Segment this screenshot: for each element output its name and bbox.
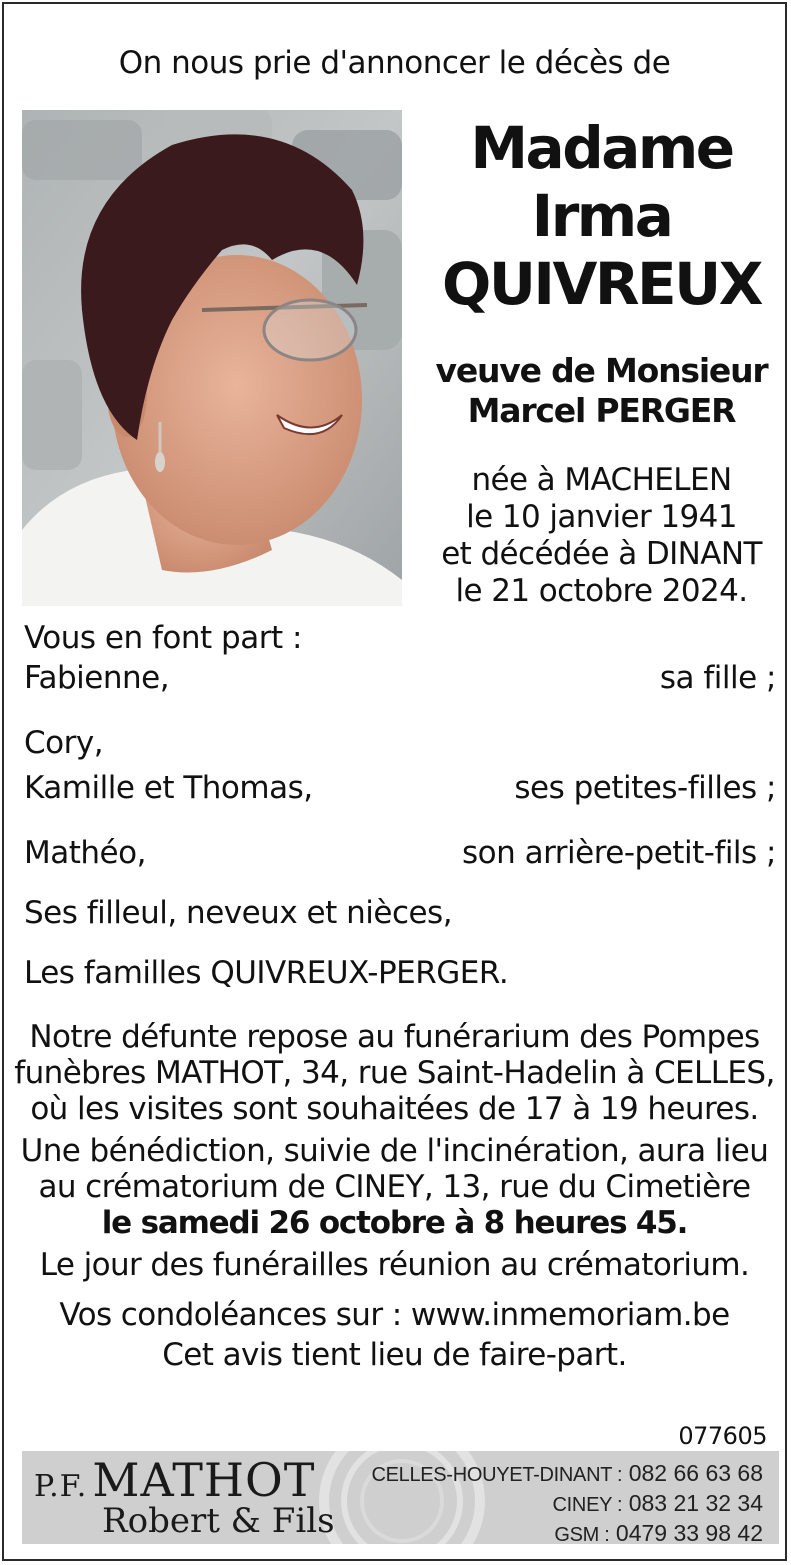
family-row: Cory, [24,725,104,761]
detail-line: Notre défunte repose au funérarium des Pompes [29,1019,760,1055]
funeral-home-banner [22,1451,779,1544]
detail-line: où les visites sont souhaitées de 17 à 19 heures. [30,1091,759,1127]
detail-line: funèbres MATHOT, 34, rue Saint-Hadelin à CELLES, [14,1055,775,1091]
deceased-name [434,114,769,318]
detail-line: Le jour des funérailles réunion au crématorium. [39,1247,750,1283]
family-row: Fabienne, sa fille ; [24,660,776,696]
logo-pf: P.F. [34,1469,88,1504]
logo-mathot: MATHOT [92,1453,316,1507]
birth-place: née à MACHELEN [471,462,732,498]
deceased-last-name: QUIVREUX [442,250,761,318]
death-place: et décédée à DINANT [441,536,762,572]
announcement-intro: On nous prie d'annoncer le décès de [118,45,671,81]
funeral-details [4,1019,785,1373]
ceremony-date: le samedi 26 octobre à 8 heures 45. [101,1205,688,1241]
obituary-notice [2,2,787,1561]
detail-line: au crématorium de CINEY, 13, rue du Cimetière [38,1169,751,1205]
condolences-line: Vos condoléances sur : www.inmemoriam.be [59,1297,730,1333]
family-heading: Vous en font part : [24,620,302,656]
logo-subtitle: Robert & Fils [102,1501,335,1541]
birth-death-info [424,462,779,610]
phone-row: CINEY : 083 21 32 34 [552,1490,763,1516]
phone-row: CELLES-HOUYET-DINANT : 082 66 63 68 [371,1460,763,1486]
death-date: le 21 octobre 2024. [455,573,748,609]
detail-line: Cet avis tient lieu de faire-part. [162,1337,627,1373]
birth-date: le 10 janvier 1941 [466,499,737,535]
phone-list [371,1459,763,1544]
deceased-first-name: Irma [531,182,672,250]
reference-number: 077605 [678,1422,767,1450]
detail-line: Une bénédiction, suivie de l'incinération, aura lieu [20,1133,769,1169]
widow-line-1: veuve de Monsieur [435,351,768,390]
family-row: Ses filleul, neveux et nièces, [24,895,453,931]
portrait-photo [22,110,402,606]
phone-row: GSM : 0479 33 98 42 [554,1520,763,1544]
family-list [24,618,776,993]
widow-of [424,351,779,431]
family-row: Mathéo, son arrière-petit-fils ; [24,835,776,871]
family-row: Les familles QUIVREUX-PERGER. [24,955,509,991]
funeral-home-logo [34,1453,315,1507]
widow-line-2: Marcel PERGER [467,391,736,430]
family-row: Kamille et Thomas, ses petites-filles ; [24,770,776,806]
deceased-title: Madame [470,114,733,182]
